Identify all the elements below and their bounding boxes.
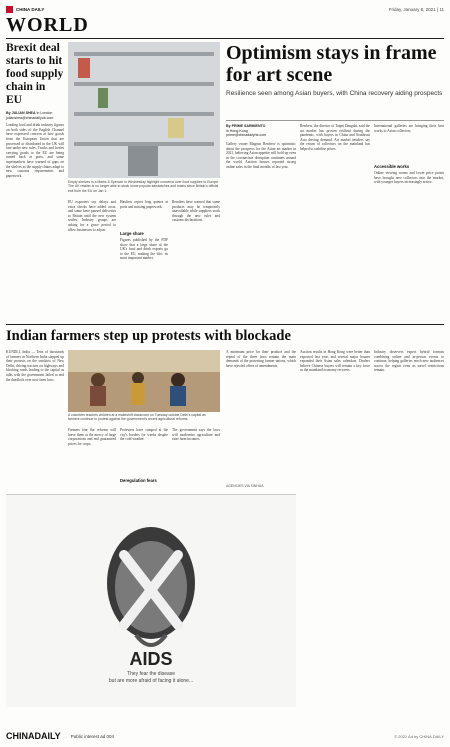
art-body-col2: Renfrew, the director of Taipei Dangdai, said the art market has proven resilient during the pandemic, with buyers in China and Southeast Asia driving demand. Art market insiders say the return of collectors on the mainland has helped to stabilise prices. xyxy=(300,124,370,151)
aids-title: AIDS xyxy=(129,649,173,669)
india-body-col4: The government says the laws will modernise agriculture and raise farm incomes. xyxy=(172,428,220,442)
brexit-article xyxy=(6,42,64,303)
footer-sub: Public interest ad 004 xyxy=(70,733,114,739)
art-subhead: Accessible works xyxy=(374,164,410,169)
footer-credit: © 2021 Ad by CHINA DAILY xyxy=(394,733,444,739)
brexit-photo xyxy=(68,42,220,178)
art-headline: Optimism stays in frame for art scene xyxy=(226,42,437,86)
brexit-body-col1: Leading food and drink industry figures on both sides of the English Channel have expressed concern at how goods from the European Union that are processed or distributed in the UK will fare under new rules. Trucks and lorries carrying goods to the EU are being turned back at ports, and some supermarkets have warned of gaps on the shelves as the supply chains adapt to new customs requirements and paperwork. xyxy=(6,123,64,178)
brexit-body-col3: Hauliers report long queues at ports and missing paperwork. xyxy=(120,200,168,209)
brexit-body-col3b: Figures published by the FDF show that a large share of the UK's food and drink exports go to the EU, making the bloc its most important market. xyxy=(120,238,168,261)
india-body-col1: KUNDLI, India — Tens of thousands of farmers in Northern India stepped up their protests on the outskirts of New Delhi, driving tractors on highways and blocking roads leading to the capital as talks with the government failed to end the deadlock over new farm laws. xyxy=(6,350,64,382)
india-body-col5: A minimum price for their produce and the repeal of the three laws remain the main demands of the protesting farmer unions, which have rejected offers of amendments. xyxy=(226,350,296,368)
brexit-byline: By JULIAN SHEA in London julianshea@chinadailyuk.com xyxy=(6,111,54,120)
mid-rule xyxy=(6,324,444,325)
india-photo xyxy=(68,350,220,412)
india-photo-caption: A volunteer teaches children at a makeshift classroom on Tuesday outside Delhi's capital as farmers continue to protest against the government's recent agricultural reforms. xyxy=(68,413,206,422)
aids-tagline: They fear the disease xyxy=(126,671,176,677)
page-footer xyxy=(6,729,444,743)
art-body-col4: Auction results in Hong Kong were better than expected last year, and several major houses expanded their Asian sales calendars. Dealers believe Chinese buyers will remain a key force as the mainland economy recovers. xyxy=(300,350,370,373)
aids-tagline-2: but are more afraid of facing it alone... xyxy=(108,678,194,684)
footer-brand: CHINADAILY xyxy=(6,731,61,741)
page-header xyxy=(6,4,444,14)
art-rule xyxy=(226,120,444,121)
art-body-col3a: International galleries are bringing their best works to Asian collectors. xyxy=(374,124,444,133)
aids-ad xyxy=(6,494,296,707)
india-body-col3: Protesters have camped at the city's borders for weeks despite the cold weather. xyxy=(120,428,168,442)
section-title: WORLD xyxy=(6,14,89,36)
india-headline: Indian farmers step up protests with blockade xyxy=(6,328,291,344)
india-subhead: Deregulation fears xyxy=(120,478,157,483)
art-byline: By PRIME SARMIENTO in Hong Kong prime@chinadailyhk.com xyxy=(226,124,267,138)
art-body-col1: Gallery owner Magnus Renfrew is optimistic about the prospects for the Asian art market in 2021, believing Asian appetite will hold up even as the coronavirus disruption continues around the world. Auction houses reported strong online sales in the final months of last year. xyxy=(226,142,296,169)
india-agency: AGENCIES VIA XINHUA xyxy=(226,484,264,488)
art-body-col5: Industry observers expect hybrid formats combining online and in-person events to continue, helping galleries reach new audiences across the region even as travel restrictions remain. xyxy=(374,350,444,373)
art-deck: Resilience seen among Asian buyers, with China recovery aiding prospects xyxy=(226,90,443,97)
brexit-body-col2: EU exporters say delays and extra checks have added costs, and some have paused deliveries to Britain until the new system settles. Industry groups are asking for a grace period to allow businesses to adjust. xyxy=(68,200,116,232)
masthead-brand: CHINA DAILY xyxy=(16,6,45,12)
brexit-headline: Brexit deal starts to hit food supply chain in EU xyxy=(6,42,64,106)
section-rule xyxy=(6,38,444,39)
china-daily-logo-icon xyxy=(6,6,13,13)
brexit-subhead: Large share xyxy=(120,231,144,236)
art-body-col3b: Online viewing rooms and lower price points have brought new collectors into the market, with younger buyers increasingly active. xyxy=(374,171,444,185)
brexit-photo-caption: Empty shelves in a Marks & Spencer in Wednesday highlight concerns over food supplies to Europe. The UK retailer is no longer able to stock some popular sandwiches and mains since Britain's official exit from the EU on Jan 1. xyxy=(68,180,220,193)
brexit-body-col4: Retailers have warned that some products may be temporarily unavailable while suppliers work through the new rules and customs declarations. xyxy=(172,200,220,223)
page-date: Friday, January 8, 2021 | 11 xyxy=(388,6,444,12)
art-article xyxy=(226,42,444,98)
india-body-col2: Farmers fear the reforms will leave them at the mercy of large corporations and end guaranteed prices for crops. xyxy=(68,428,116,446)
